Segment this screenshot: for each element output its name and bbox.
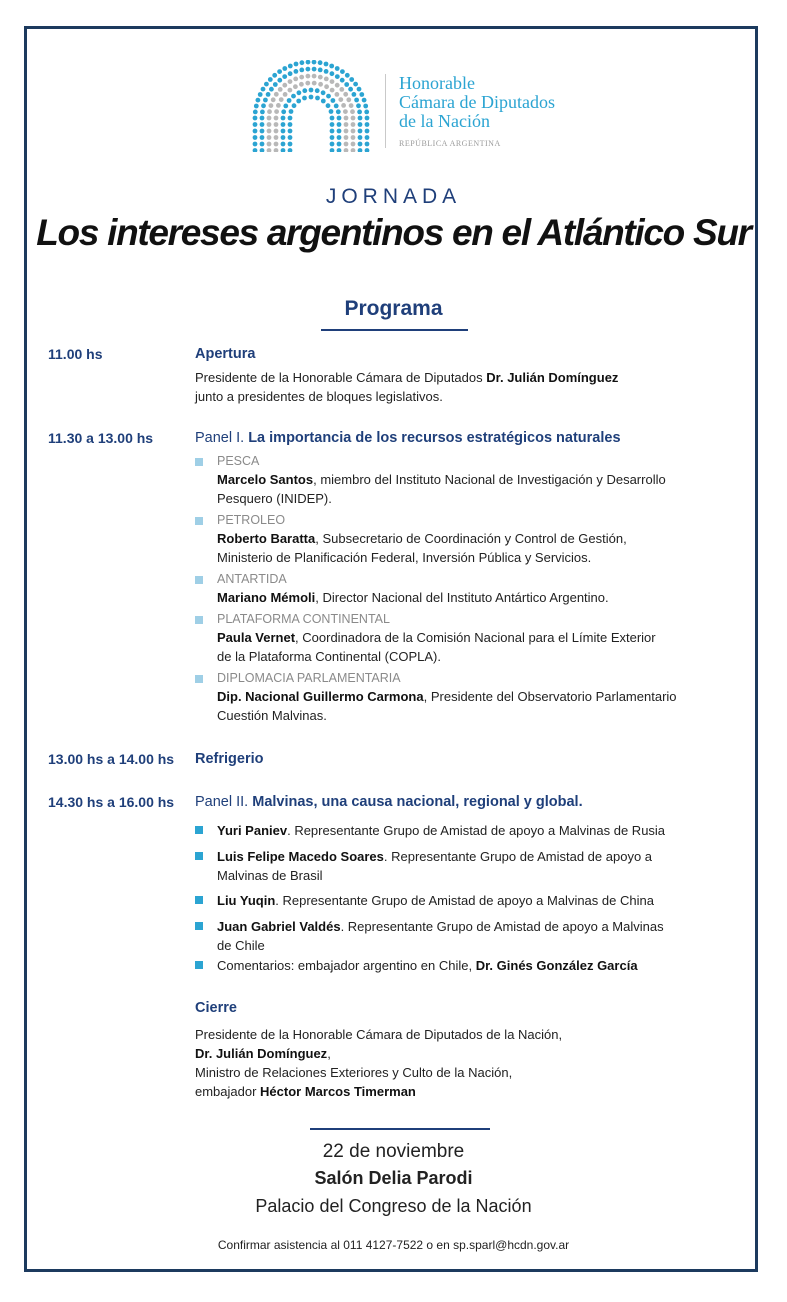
panel2-prefix: Panel II.	[195, 794, 253, 810]
item-line2: Malvinas de Brasil	[217, 867, 323, 883]
item-line1	[217, 918, 664, 937]
speaker-name: Liu Yuqin	[217, 893, 276, 908]
heading-panel2	[195, 794, 583, 810]
apertura-speaker: Dr. Julián Domínguez	[486, 370, 619, 385]
item-category: DIPLOMACIA PARLAMENTARIA	[217, 671, 401, 685]
square-bullet-icon	[195, 616, 203, 624]
speaker-name: Juan Gabriel Valdés	[217, 919, 341, 934]
event-venue: Salón Delia Parodi	[314, 1168, 473, 1188]
speaker-role: . Representante Grupo de Amistad de apoyo a Malvinas	[340, 919, 664, 934]
square-bullet-icon	[195, 922, 203, 930]
item-line2: de la Plataforma Continental (COPLA).	[217, 648, 441, 664]
cierre-speaker-1: Dr. Julián Domínguez	[195, 1046, 328, 1061]
item-line1	[217, 530, 627, 549]
square-bullet-icon	[195, 458, 203, 466]
speaker-role: , miembro del Instituto Nacional de Investigación y Desarrollo	[313, 472, 666, 487]
event-title: Los intereses argentinos en el Atlántico Sur	[36, 212, 751, 253]
comment-text: Comentarios: embajador argentino en Chile,	[217, 958, 476, 973]
cierre-comma: ,	[327, 1046, 331, 1061]
event-date: 22 de noviembre	[322, 1141, 465, 1162]
cierre-text	[195, 1025, 562, 1101]
item-line1	[217, 688, 677, 707]
speaker-role: , Presidente del Observatorio Parlamentario	[423, 689, 677, 704]
square-bullet-icon	[195, 852, 203, 860]
square-bullet-icon	[195, 675, 203, 683]
time-refrigerio: 13.00 hs a 14.00 hs	[48, 751, 175, 767]
speaker-name: Luis Felipe Macedo Soares	[217, 849, 384, 864]
item-line1	[217, 629, 656, 648]
item-line2: Pesquero (INIDEP).	[217, 490, 332, 506]
square-bullet-icon	[195, 517, 203, 525]
item-line1	[217, 822, 665, 841]
logo-line-2: Cámara de Diputados	[399, 92, 555, 112]
square-bullet-icon	[195, 576, 203, 584]
square-bullet-icon	[195, 826, 203, 834]
speaker-name: Yuri Paniev	[217, 823, 288, 838]
item-line1	[217, 471, 666, 490]
speaker-role: . Representante Grupo de Amistad de apoyo a Malvinas de Rusia	[287, 823, 666, 838]
item-category: PESCA	[217, 454, 260, 468]
comment-speaker: Dr. Ginés González García	[475, 958, 638, 973]
item-line1	[217, 848, 652, 867]
speaker-role: . Representante Grupo de Amistad de apoyo a Malvinas de China	[275, 893, 654, 908]
event-type: JORNADA	[325, 185, 462, 208]
logo-subtitle: REPÚBLICA ARGENTINA	[399, 139, 501, 148]
panel1-title: La importancia de los recursos estratégicos naturales	[248, 430, 621, 446]
hemicycle-icon	[247, 60, 377, 152]
program-underline	[321, 329, 468, 331]
panel2-title: Malvinas, una causa nacional, regional y global.	[252, 794, 583, 810]
event-place: Palacio del Congreso de la Nación	[255, 1196, 532, 1216]
heading-cierre: Cierre	[195, 1000, 237, 1016]
chamber-logo	[247, 60, 587, 152]
item-category: PLATAFORMA CONTINENTAL	[217, 612, 390, 626]
time-apertura: 11.00 hs	[48, 346, 103, 362]
speaker-role: , Subsecretario de Coordinación y Control de Gestión,	[315, 531, 627, 546]
item-line2: Ministerio de Planificación Federal, Inversión Pública y Servicios.	[217, 549, 592, 565]
speaker-role: , Director Nacional del Instituto Antártico Argentino.	[315, 590, 609, 605]
logo-divider	[385, 74, 386, 148]
cierre-line3: Ministro de Relaciones Exteriores y Culto de la Nación,	[195, 1065, 513, 1080]
speaker-name: Mariano Mémoli	[217, 590, 316, 605]
logo-line-3: de la Nación	[399, 111, 490, 131]
speaker-name: Dip. Nacional Guillermo Carmona	[217, 689, 424, 704]
cierre-speaker-2: Héctor Marcos Timerman	[260, 1084, 416, 1099]
heading-panel1	[195, 430, 621, 446]
square-bullet-icon	[195, 896, 203, 904]
panel1-prefix: Panel I.	[195, 430, 249, 446]
speaker-name: Marcelo Santos	[217, 472, 314, 487]
rsvp-info: Confirmar asistencia al 011 4127-7522 o en sp.sparl@hcdn.gov.ar	[217, 1238, 570, 1252]
speaker-name: Paula Vernet	[217, 630, 296, 645]
comment-line	[217, 957, 638, 976]
apertura-text	[195, 368, 618, 406]
square-bullet-icon	[195, 961, 203, 969]
speaker-name: Roberto Baratta	[217, 531, 316, 546]
heading-refrigerio: Refrigerio	[195, 751, 264, 767]
item-line1	[217, 892, 654, 911]
logo-text	[399, 74, 555, 131]
time-panel1: 11.30 a 13.00 hs	[48, 430, 154, 446]
apertura-line2: junto a presidentes de bloques legislativos.	[195, 389, 443, 404]
item-line2: de Chile	[217, 937, 265, 953]
cierre-line1: Presidente de la Honorable Cámara de Diputados de la Nación,	[195, 1027, 563, 1042]
speaker-role: . Representante Grupo de Amistad de apoyo a	[383, 849, 653, 864]
program-heading: Programa	[344, 297, 443, 320]
heading-apertura: Apertura	[195, 346, 256, 362]
logo-line-1: Honorable	[399, 73, 475, 93]
item-category: ANTARTIDA	[217, 572, 287, 586]
apertura-line1: Presidente de la Honorable Cámara de Diputados	[195, 370, 487, 385]
item-category: PETROLEO	[217, 513, 286, 527]
cierre-role: embajador	[195, 1084, 261, 1099]
cierre-line2	[195, 1044, 562, 1063]
footer-divider	[310, 1128, 490, 1130]
item-line2: Cuestión Malvinas.	[217, 707, 327, 723]
item-line1	[217, 589, 609, 608]
time-panel2: 14.30 hs a 16.00 hs	[48, 794, 175, 810]
speaker-role: , Coordinadora de la Comisión Nacional para el Límite Exterior	[295, 630, 656, 645]
cierre-line4	[195, 1082, 562, 1101]
